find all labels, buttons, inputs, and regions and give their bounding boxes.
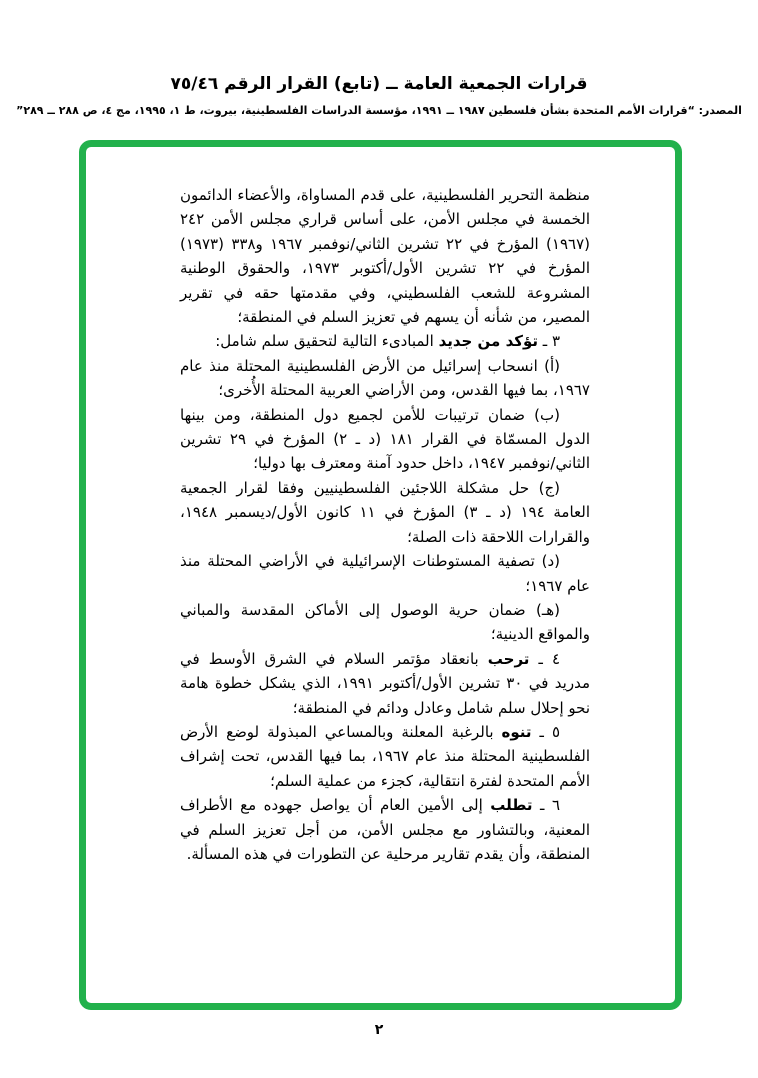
page-title: قرارات الجمعية العامة ــ (تابع) القرار الرقم ٧٥/٤٦	[170, 74, 588, 94]
resolution-text-frame	[79, 140, 682, 1010]
source-citation: المصدر: “قرارات الأمم المتحدة بشأن فلسطين ١٩٨٧ ــ ١٩٩١، مؤسسة الدراسات الفلسطينية، بيروت، ط ١، ١٩٩٥، مج ٤، ص ٢٨٨ ــ ٢٨٩”	[16, 104, 742, 117]
paragraph: (هـ) ضمان حرية الوصول إلى الأماكن المقدسة والمباني والمواقع الدينية؛	[180, 600, 590, 644]
paragraph: (ب) ضمان ترتيبات للأمن لجميع دول المنطقة، ومن بينها الدول المسمّاة في القرار ١٨١ (د ـ ٢) المؤرخ في ٢٩ تشرين الثاني/نوفمبر ١٩٤٧، داخل حدود آمنة ومعترف بها دوليا؛	[180, 405, 591, 473]
paragraph: ٥ ـ تنوه بالرغبة المعلنة وبالمساعي المبذولة لوضع الأرض الفلسطينية المحتلة منذ عام ١٩٦٧، بما فيها القدس، تحت إشراف الأمم المتحدة لفترة انتقالية، كجزء من عملية السلم؛	[180, 722, 590, 790]
page-number: ٢	[374, 1022, 384, 1038]
paragraph: ٦ ـ تطلب إلى الأمين العام أن يواصل جهوده مع الأطراف المعنية، وبالتشاور مع مجلس الأمن، من أجل تعزيز السلم في المنطقة، وأن يقدم تقارير مرحلية عن التطورات في هذه المسألة.	[180, 796, 590, 863]
paragraph: (ج) حل مشكلة اللاجئين الفلسطينيين وفقا لقرار الجمعية العامة ١٩٤ (د ـ ٣) المؤرخ في ١١ كانون الأول/ديسمبر ١٩٤٨، والقرارات اللاحقة ذات الصلة؛	[180, 478, 591, 546]
paragraph: (د) تصفية المستوطنات الإسرائيلية في الأراضي المحتلة منذ عام ١٩٦٧؛	[180, 552, 590, 595]
paragraph: (أ) انسحاب إسرائيل من الأرض الفلسطينية المحتلة منذ عام ١٩٦٧، بما فيها القدس، ومن الأراضي العربية المحتلة الأُخرى؛	[180, 356, 590, 400]
paragraph: ٤ ـ ترحب بانعقاد مؤتمر السلام في الشرق الأوسط في مدريد في ٣٠ تشرين الأول/أكتوبر ١٩٩١، الذي يشكل خطوة هامة نحو إحلال سلم شامل وعادل ودائم في المنطقة؛	[180, 649, 590, 717]
resolution-paragraphs	[180, 183, 590, 866]
paragraph: منظمة التحرير الفلسطينية، على قدم المساواة، والأعضاء الدائمون الخمسة في مجلس الأمن، على أساس قراري مجلس الأمن ٢٤٢ (١٩٦٧) المؤرخ في ٢٢ تشرين الثاني/نوفمبر ١٩٦٧ و٣٣٨ (١٩٧٣) المؤرخ في ٢٢ تشرين الأول/أكتوبر ١٩٧٣، والحقوق الوطنية المشروعة للشعب الفلسطيني، وفي مقدمتها حقه في تقرير المصير، من شأنه أن يسهم في تعزيز السلم في المنطقة؛	[180, 186, 591, 327]
paragraph: ٣ ـ تؤكد من جديد المبادىء التالية لتحقيق سلم شامل:	[215, 332, 560, 351]
